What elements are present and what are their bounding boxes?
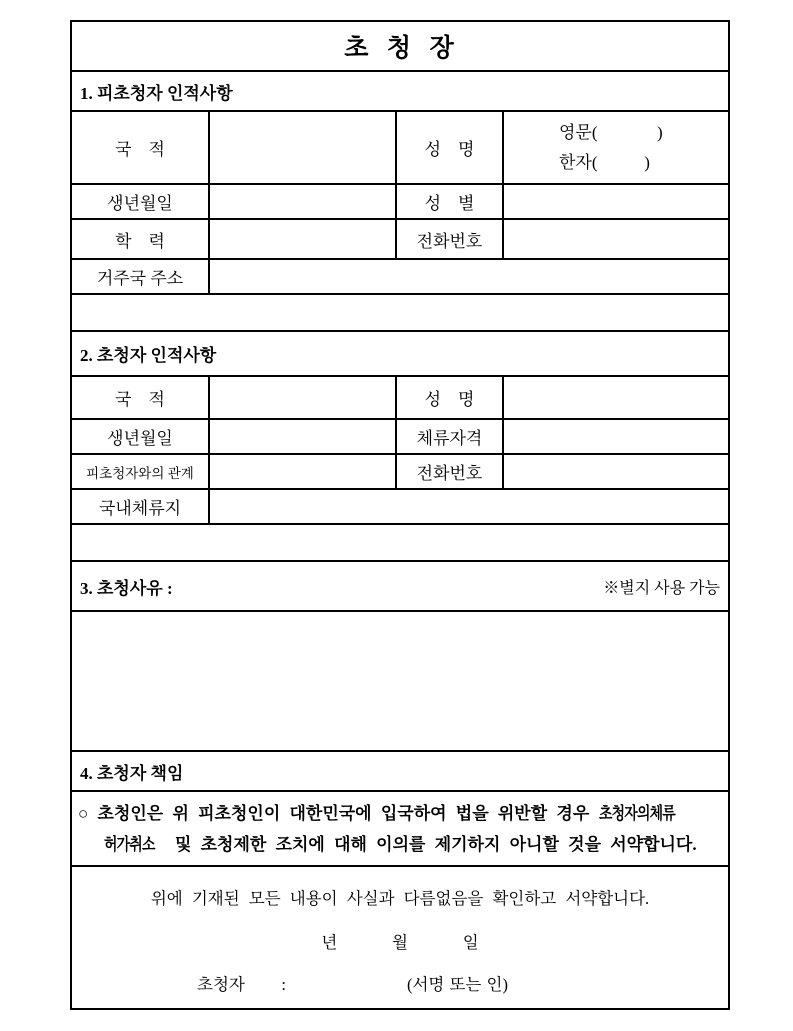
section4-header: 4. 초청자 책임 [80, 763, 184, 783]
section1-header-row [72, 72, 728, 112]
signature-note: (서명 또는 인) [407, 975, 508, 994]
spacer-row [72, 525, 728, 562]
invitee-name-hanja[interactable]: 한자( ) [559, 152, 650, 172]
inviter-nationality-value-cell[interactable] [210, 377, 397, 418]
inviter-birthdate-value-cell[interactable] [210, 420, 397, 453]
table-row [72, 420, 728, 455]
signer-label: 초청자 : [197, 975, 286, 994]
invitee-education-label: 학 력 [72, 220, 210, 258]
inviter-name-value-cell[interactable] [504, 377, 728, 418]
invitee-birthdate-label: 생년월일 [72, 185, 210, 218]
invitee-address-value-cell[interactable] [210, 260, 728, 293]
inviter-residence-label: 국내체류지 [72, 490, 210, 523]
inviter-residence-value-cell[interactable] [210, 490, 728, 523]
section3-header: 3. 초청사유 : [80, 578, 173, 598]
inviter-nationality-label: 국 적 [72, 377, 210, 418]
section3-note: ※별지 사용 가능 [603, 579, 720, 597]
inviter-name-label: 성 명 [397, 377, 504, 418]
invitee-phone-label: 전화번호 [397, 220, 504, 258]
footer-section [72, 867, 728, 1010]
invitee-phone-value-cell[interactable] [504, 220, 728, 258]
table-row [72, 185, 728, 220]
inviter-phone-value-cell[interactable] [504, 455, 728, 488]
pledge-line2-condensed: 허가취소 [104, 835, 155, 854]
date-line: 년 월 일 [321, 933, 479, 952]
invitee-birthdate-value-cell[interactable] [210, 185, 397, 218]
spacer-row [72, 295, 728, 332]
table-row [72, 112, 728, 185]
inviter-relation-value-cell[interactable] [210, 455, 397, 488]
table-row [72, 260, 728, 295]
table-row [72, 455, 728, 490]
invitee-gender-value-cell[interactable] [504, 185, 728, 218]
table-row [72, 490, 728, 525]
table-row [72, 220, 728, 260]
section1-header: 1. 피초청자 인적사항 [80, 83, 233, 103]
invitee-gender-label: 성 별 [397, 185, 504, 218]
pledge-line1: ○ 초청인은 위 피초청인이 대한민국에 입국하여 법을 위반할 경우 초청자의체류 [78, 798, 722, 829]
section2-header-row [72, 332, 728, 377]
inviter-status-value-cell[interactable] [504, 420, 728, 453]
pledge-line1-condensed: 초청자의체류 [598, 804, 675, 823]
invitee-education-value-cell[interactable] [210, 220, 397, 258]
inviter-phone-label: 전화번호 [397, 455, 504, 488]
invitee-nationality-label: 국 적 [72, 112, 210, 183]
invitee-name-english[interactable]: 영문( ) [559, 122, 663, 142]
invitee-name-label: 성 명 [397, 112, 504, 183]
pledge-text [72, 792, 728, 867]
table-row [72, 377, 728, 420]
section2-header: 2. 초청자 인적사항 [80, 346, 217, 365]
page-title: 초 청 장 [344, 35, 456, 62]
title-row [72, 22, 728, 72]
invitee-nationality-value-cell[interactable] [210, 112, 397, 183]
section3-header-row [72, 562, 728, 612]
section4-header-row [72, 752, 728, 792]
inviter-birthdate-label: 생년월일 [72, 420, 210, 453]
invitee-name-value-cell[interactable] [504, 112, 728, 183]
invitee-address-label: 거주국 주소 [72, 260, 210, 293]
inviter-relation-label: 피초청자와의 관계 [72, 455, 210, 488]
invitation-form [70, 20, 730, 1010]
reason-value-cell[interactable] [72, 612, 728, 752]
pledge-line2: 허가취소 및 초청제한 조치에 대해 이의를 제기하지 아니할 것을 서약합니다. [78, 829, 722, 860]
confirmation-statement: 위에 기재된 모든 내용이 사실과 다름없음을 확인하고 서약합니다. [150, 889, 650, 908]
inviter-status-label: 체류자격 [397, 420, 504, 453]
